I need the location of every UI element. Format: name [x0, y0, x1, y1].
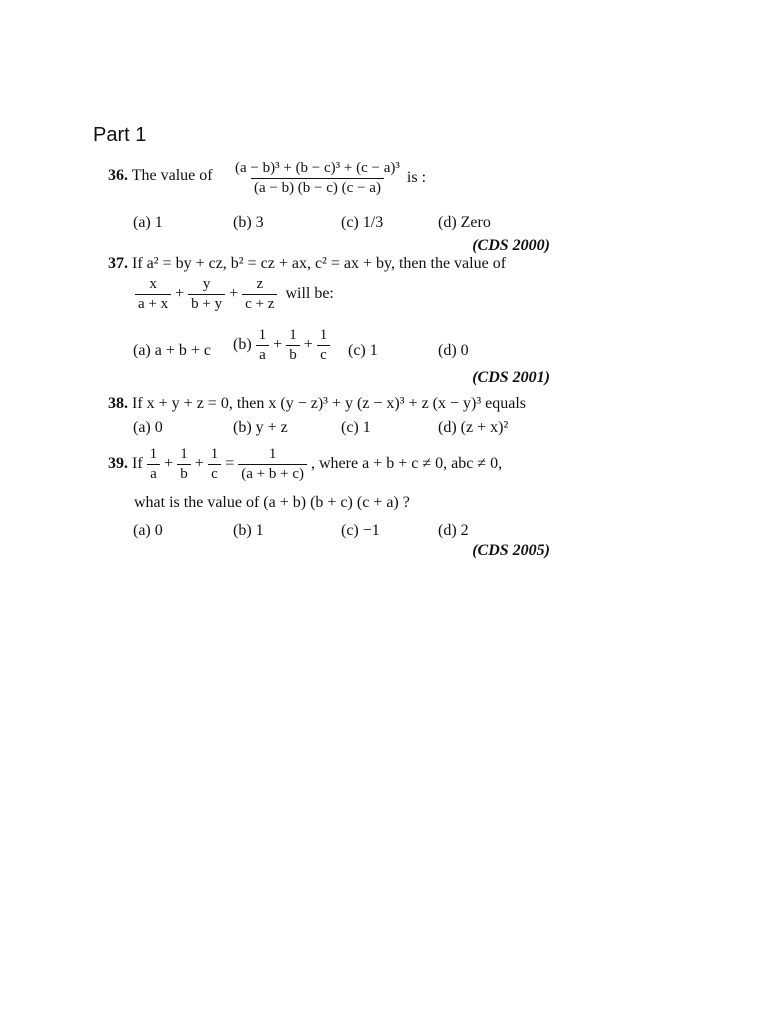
fraction-denominator: (a + b + c) [238, 464, 307, 483]
fraction-denominator: (a − b) (b − c) (c − a) [251, 178, 384, 197]
source-label: (CDS 2005) [472, 542, 550, 559]
question-stem-line2: what is the value of (a + b) (b + c) (c + a) ? [134, 494, 410, 511]
fraction [256, 327, 270, 364]
fraction [317, 327, 331, 364]
option-c: (c) 1 [348, 342, 378, 359]
fraction-numerator: 1 [289, 327, 297, 343]
question-36 [108, 160, 558, 254]
option-d: (d) (z + x)² [438, 419, 509, 436]
fraction [238, 446, 307, 483]
page-heading: Part 1 [93, 124, 147, 146]
option-d: (d) Zero [438, 214, 491, 231]
fraction-denominator: b [177, 464, 191, 483]
fraction-numerator: 1 [149, 446, 158, 462]
source-label: (CDS 2001) [472, 369, 550, 386]
fraction-numerator: (a − b)³ + (b − c)³ + (c − a)³ [235, 160, 400, 176]
option-d: (d) 0 [438, 342, 469, 359]
plus-sign: + [194, 455, 204, 473]
fraction [135, 276, 171, 313]
question-stem-end: will be: [285, 285, 334, 303]
fraction-numerator: 1 [319, 327, 328, 343]
question-number: 37. [108, 255, 128, 272]
plus-sign: + [229, 285, 239, 303]
option-b: (b) 3 [233, 214, 264, 231]
option-a: (a) 1 [133, 214, 163, 231]
option-c: (c) 1 [341, 419, 371, 436]
fraction-numerator: 1 [268, 446, 277, 462]
plus-sign: + [303, 336, 313, 354]
question-number: 39. [108, 455, 128, 473]
fraction [232, 160, 403, 197]
question-stem-end: is : [406, 169, 427, 187]
fraction [177, 446, 191, 483]
fraction-denominator: a [147, 464, 160, 483]
fraction-numerator: 1 [258, 327, 267, 343]
option-a: (a) 0 [133, 522, 163, 539]
option-d: (d) 2 [438, 522, 469, 539]
source-label: (CDS 2000) [472, 237, 550, 254]
fraction [286, 327, 300, 364]
question-stem: If [132, 455, 143, 473]
fraction [242, 276, 277, 313]
fraction [147, 446, 161, 483]
plus-sign: + [175, 285, 185, 303]
fraction-denominator: c + z [242, 294, 277, 313]
option-b [233, 327, 330, 364]
fraction-numerator: 1 [210, 446, 219, 462]
question-number: 36. [108, 167, 128, 184]
fraction-denominator: c [317, 345, 330, 364]
option-c: (c) 1/3 [341, 214, 384, 231]
fraction [188, 276, 225, 313]
plus-sign: + [273, 336, 283, 354]
question-number: 38. [108, 395, 128, 412]
fraction-denominator: b [286, 345, 300, 364]
option-b: (b) 1 [233, 522, 264, 539]
fraction-numerator: 1 [180, 446, 188, 462]
option-b: (b) y + z [233, 419, 288, 436]
question-stem: If x + y + z = 0, then x (y − z)³ + y (z − x)³ + z (x − y)³ equals [132, 395, 527, 412]
fraction-denominator: c [208, 464, 221, 483]
option-label: (b) [233, 336, 252, 354]
question-39 [108, 446, 558, 561]
equals-sign: = [225, 455, 235, 473]
option-c: (c) −1 [341, 522, 380, 539]
question-stem: The value of [131, 167, 213, 184]
question-condition: , where a + b + c ≠ 0, abc ≠ 0, [310, 455, 503, 473]
fraction-numerator: x [149, 276, 157, 292]
plus-sign: + [164, 455, 174, 473]
option-a: (a) 0 [133, 419, 163, 436]
fraction [208, 446, 222, 483]
fraction-numerator: y [202, 276, 211, 292]
fraction-denominator: b + y [188, 294, 225, 313]
fraction-denominator: a + x [135, 294, 171, 313]
option-a: (a) a + b + c [133, 342, 212, 359]
question-37 [108, 254, 558, 389]
question-38 [108, 394, 558, 440]
question-stem: If a² = by + cz, b² = cz + ax, c² = ax + by, then the value of [132, 255, 507, 272]
fraction-numerator: z [256, 276, 264, 292]
fraction-denominator: a [256, 345, 269, 364]
